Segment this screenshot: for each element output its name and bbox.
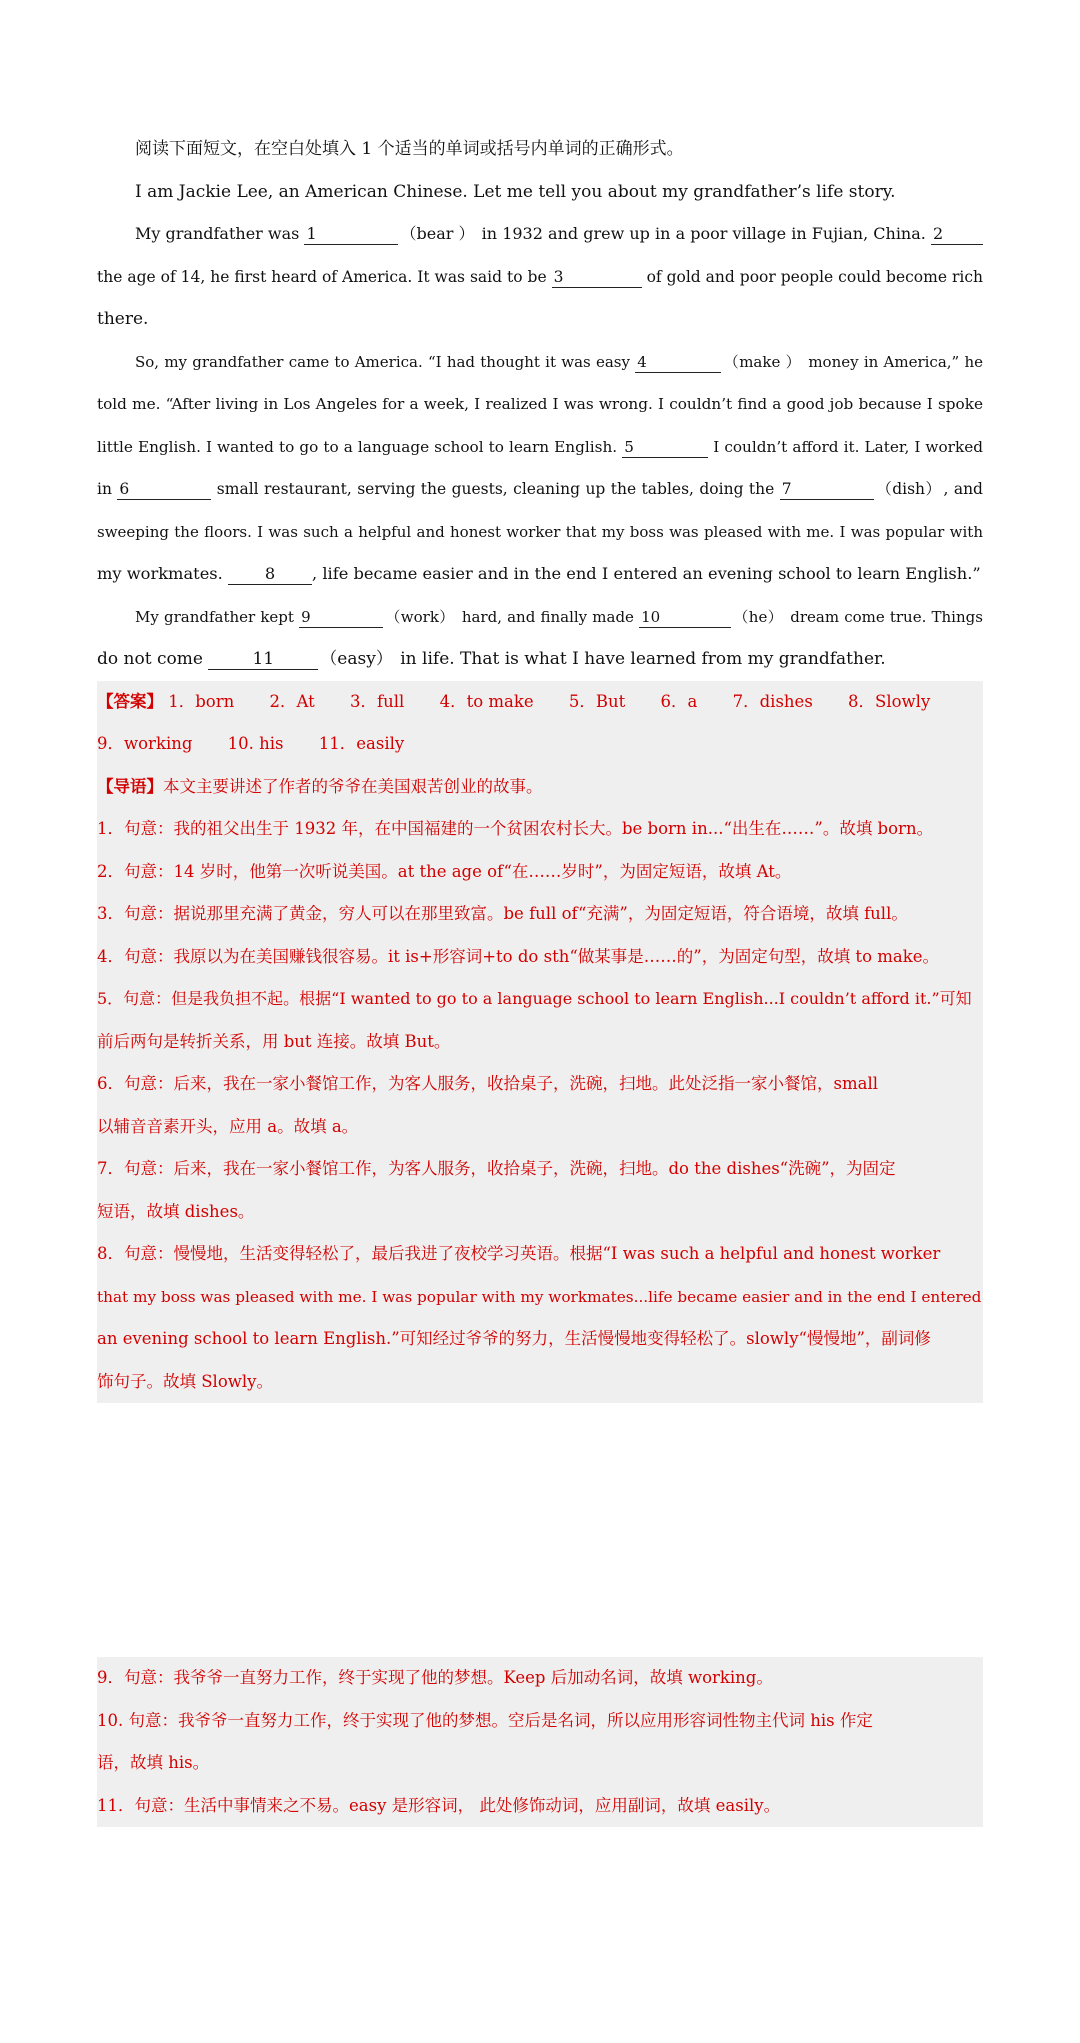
- blank-6[interactable]: 6: [117, 479, 211, 500]
- answer-section: [97, 681, 983, 1404]
- blank-2[interactable]: 2: [931, 224, 983, 245]
- hint-4: （make ）: [723, 352, 802, 371]
- explanation-line: 10. 句意：我爷爷一直努力工作，终于实现了他的梦想。空后是名词，所以应用形容词性物主代词 his 作定: [97, 1710, 873, 1730]
- passage-paragraph-3-line-3: little English. I wanted to go to a language school to learn English. 5 I couldn’t afford it. Later, I worked: [97, 437, 983, 456]
- hint-1: （bear ）: [400, 224, 475, 243]
- answer-row-2: [97, 723, 983, 766]
- explanation-line: 2．句意：14 岁时，他第一次听说美国。at the age of“在……岁时”，为固定短语，故填 At。: [97, 861, 792, 881]
- answer-item: 3．full: [350, 691, 405, 711]
- passage-paragraph-2-line-1: My grandfather was 1 （bear ） in 1932 and grew up in a poor village in Fujian, China. 2: [97, 213, 983, 256]
- answer-row-1: [97, 681, 983, 724]
- answer-item: 8．Slowly: [848, 691, 931, 711]
- blank-11[interactable]: 11: [208, 649, 318, 670]
- explanation-line: 4．句意：我原以为在美国赚钱很容易。it is+形容词+to do sth“做某事是……的”，为固定句型，故填 to make。: [97, 946, 939, 966]
- blank-7[interactable]: 7: [780, 479, 874, 500]
- blank-10[interactable]: 10: [639, 607, 731, 628]
- answer-tag: 【答案】: [97, 691, 163, 711]
- explanation-line: 6．句意：后来，我在一家小餐馆工作，为客人服务，收拾桌子，洗碗，扫地。此处泛指一家小餐馆，small: [97, 1074, 879, 1093]
- hint-10: （he）: [733, 607, 784, 626]
- document-page: [97, 128, 983, 1403]
- explanation-line: 前后两句是转折关系，用 but 连接。故填 But。: [97, 1031, 451, 1051]
- explanation-line: 短语，故填 dishes。: [97, 1201, 255, 1221]
- blank-4[interactable]: 4: [635, 352, 721, 373]
- passage-paragraph-4-line-1: My grandfather kept 9 （work） hard, and finally made 10 （he） dream come true. Things: [135, 607, 983, 626]
- answer-item: 10. his: [227, 734, 284, 753]
- answer-item: 4．to make: [439, 691, 534, 711]
- answer-item: 9．working: [97, 734, 193, 753]
- hint-7: （dish）: [875, 480, 942, 498]
- blank-8[interactable]: 8: [228, 564, 312, 585]
- explanation-line: 1．句意：我的祖父出生于 1932 年，在中国福建的一个贫困农村长大。be born in...“出生在……”。故填 born。: [97, 819, 934, 838]
- explanation-line: 以辅音音素开头，应用 a。故填 a。: [97, 1116, 359, 1136]
- explanation-line: 8．句意：慢慢地，生活变得轻松了，最后我进了夜校学习英语。根据“I was such a helpful and honest worker: [97, 1244, 941, 1263]
- passage-paragraph-3-line-4: in 6 small restaurant, serving the guests, cleaning up the tables, doing the 7 （dish） , and: [97, 480, 983, 498]
- hint-9: （work）: [385, 607, 455, 626]
- answer-item: 2．At: [269, 691, 315, 711]
- passage-paragraph-3-line-2: told me. “After living in Los Angeles for a week, I realized I was wrong. I couldn’t find a good job because I spoke: [97, 395, 983, 413]
- answer-item: 7．dishes: [732, 691, 813, 711]
- guide-text: 本文主要讲述了作者的爷爷在美国艰苦创业的故事。: [163, 776, 543, 796]
- passage-paragraph-4-line-2: do not come 11 （easy） in life. That is what I have learned from my grandfather.: [97, 649, 886, 669]
- blank-1[interactable]: 1: [304, 224, 398, 245]
- passage-paragraph-3-line-6: my workmates. 8 , life became easier and in the end I entered an evening school to learn English.”: [97, 564, 981, 583]
- explanation-line: an evening school to learn English.”可知经过爷爷的努力，生活慢慢地变得轻松了。slowly“慢慢地”，副词修: [97, 1329, 931, 1348]
- passage-paragraph-3-line-5: sweeping the floors. I was such a helpful and honest worker that my boss was pleased with me. I was popular with: [97, 522, 983, 541]
- explanation-line: 语，故填 his。: [97, 1753, 210, 1772]
- hint-11: （easy）: [320, 649, 393, 669]
- explanation-line: 5．句意：但是我负担不起。根据“I wanted to go to a language school to learn English...I couldn’t afford it.”可知: [97, 989, 972, 1008]
- passage-paragraph-2-line-2: the age of 14, he first heard of America. It was said to be 3 of gold and poor people could become rich: [97, 267, 983, 286]
- answer-item: 6．a: [660, 691, 698, 711]
- passage-paragraph-1: I am Jackie Lee, an American Chinese. Let me tell you about my grandfather’s life story.: [135, 181, 896, 202]
- explanation-line: 饰句子。故填 Slowly。: [97, 1371, 273, 1391]
- answer-item: 1．born: [168, 691, 235, 711]
- explanation-line: 7．句意：后来，我在一家小餐馆工作，为客人服务，收拾桌子，洗碗，扫地。do the dishes“洗碗”，为固定: [97, 1159, 896, 1178]
- guide-line: [97, 766, 983, 809]
- answer-item: 11．easily: [318, 734, 405, 753]
- answer-item: 5．But: [568, 691, 626, 711]
- blank-3[interactable]: 3: [552, 267, 642, 288]
- instruction: 阅读下面短文，在空白处填入 1 个适当的单词或括号内单词的正确形式。: [135, 139, 684, 159]
- answer-section-continued: [97, 1657, 983, 1827]
- guide-tag: 【导语】: [97, 776, 163, 796]
- passage-paragraph-2-line-3: there.: [97, 309, 149, 329]
- blank-5[interactable]: 5: [622, 437, 708, 458]
- explanation-line: that my boss was pleased with me. I was popular with my workmates...life became easier and in the end I entered: [97, 1287, 982, 1306]
- explanation-line: 3．句意：据说那里充满了黄金，穷人可以在那里致富。be full of“充满”，为固定短语，符合语境，故填 full。: [97, 904, 908, 923]
- passage-paragraph-3-line-1: So, my grandfather came to America. “I had thought it was easy 4 （make ） money in America,” he: [135, 352, 983, 371]
- explanation-line: 9．句意：我爷爷一直努力工作，终于实现了他的梦想。Keep 后加动名词，故填 working。: [97, 1668, 773, 1687]
- explanation-line: 11．句意：生活中事情来之不易。easy 是形容词， 此处修饰动词，应用副词，故填 easily。: [97, 1795, 781, 1815]
- blank-9[interactable]: 9: [299, 607, 383, 628]
